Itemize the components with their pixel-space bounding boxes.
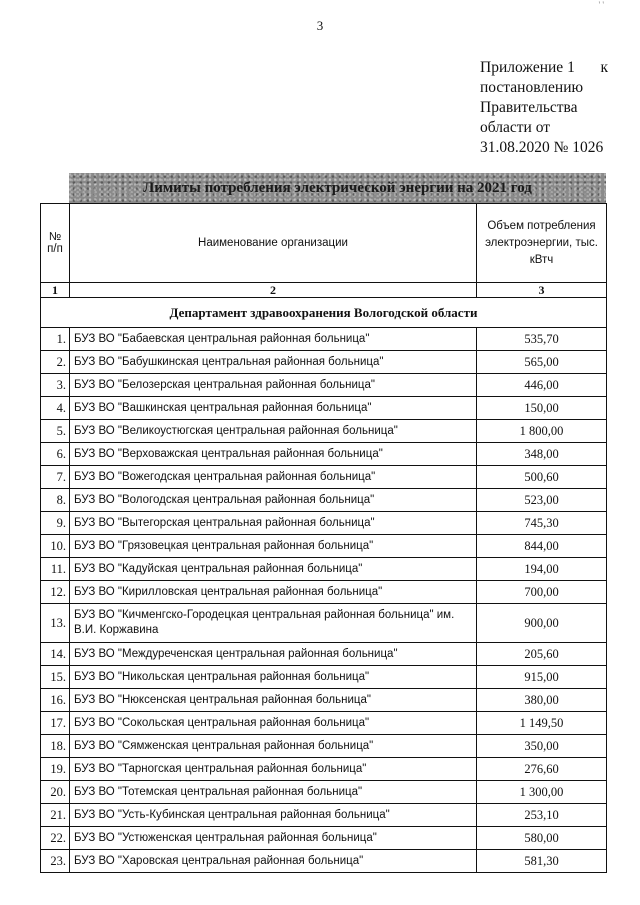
row-number: 21. <box>41 804 70 827</box>
page-number: 3 <box>316 18 324 33</box>
header-volume: Объем потребления электроэнергии, тыс. кВтч <box>477 204 607 283</box>
organization-name: БУЗ ВО "Харовская центральная районная больница" <box>70 850 477 873</box>
organization-name: БУЗ ВО "Вожегодская центральная районная больница" <box>70 466 477 489</box>
row-number: 18. <box>41 735 70 758</box>
appendix-line-3: Правительства <box>480 99 578 116</box>
row-number: 11. <box>41 558 70 581</box>
organization-name: БУЗ ВО "Кичменгско-Городецкая центральная районная больница" им. В.И. Коржавина <box>70 604 477 643</box>
consumption-value: 565,00 <box>477 351 607 374</box>
consumption-value: 194,00 <box>477 558 607 581</box>
table-row <box>41 712 607 735</box>
consumption-value: 580,00 <box>477 827 607 850</box>
table-row <box>41 535 607 558</box>
table-title: Лимиты потребления электрической энергии на 2021 год <box>143 179 532 196</box>
consumption-value: 523,00 <box>477 489 607 512</box>
consumption-value: 350,00 <box>477 735 607 758</box>
table-header-row <box>41 204 607 283</box>
appendix-preposition: к <box>600 59 608 76</box>
table-row <box>41 328 607 351</box>
appendix-line-4: области от <box>480 119 551 136</box>
table-row <box>41 827 607 850</box>
consumption-value: 1 300,00 <box>477 781 607 804</box>
row-number: 1. <box>41 328 70 351</box>
organization-name: БУЗ ВО "Бабушкинская центральная районная больница" <box>70 351 477 374</box>
table-row <box>41 581 607 604</box>
consumption-value: 581,30 <box>477 850 607 873</box>
header-number: № п/п <box>41 204 70 283</box>
organization-name: БУЗ ВО "Тарногская центральная районная больница" <box>70 758 477 781</box>
row-number: 7. <box>41 466 70 489</box>
organization-name: БУЗ ВО "Никольская центральная районная больница" <box>70 666 477 689</box>
appendix-line-5: 31.08.2020 № 1026 <box>480 139 604 156</box>
appendix-reference <box>480 58 608 158</box>
organization-name: БУЗ ВО "Устюженская центральная районная больница" <box>70 827 477 850</box>
consumption-value: 745,30 <box>477 512 607 535</box>
row-number: 19. <box>41 758 70 781</box>
organization-name: БУЗ ВО "Сямженская центральная районная больница" <box>70 735 477 758</box>
row-number: 9. <box>41 512 70 535</box>
appendix-title: Приложение 1 <box>480 59 575 76</box>
table-row <box>41 666 607 689</box>
table-title-banner <box>69 173 606 203</box>
column-index: 2 <box>70 283 477 298</box>
department-name: Департамент здравоохранения Вологодской области <box>41 298 607 328</box>
organization-name: БУЗ ВО "Великоустюгская центральная районная больница" <box>70 420 477 443</box>
row-number: 3. <box>41 374 70 397</box>
consumption-value: 844,00 <box>477 535 607 558</box>
organization-name: БУЗ ВО "Кадуйская центральная районная больница" <box>70 558 477 581</box>
table-row <box>41 804 607 827</box>
table-row <box>41 466 607 489</box>
organization-name: БУЗ ВО "Верховажская центральная районная больница" <box>70 443 477 466</box>
consumption-value: 446,00 <box>477 374 607 397</box>
column-index-row <box>41 283 607 298</box>
consumption-value: 380,00 <box>477 689 607 712</box>
organization-name: БУЗ ВО "Нюксенская центральная районная больница" <box>70 689 477 712</box>
organization-name: БУЗ ВО "Кирилловская центральная районная больница" <box>70 581 477 604</box>
consumption-value: 276,60 <box>477 758 607 781</box>
row-number: 20. <box>41 781 70 804</box>
consumption-value: 253,10 <box>477 804 607 827</box>
row-number: 15. <box>41 666 70 689</box>
consumption-value: 900,00 <box>477 604 607 643</box>
organization-name: БУЗ ВО "Вашкинская центральная районная больница" <box>70 397 477 420</box>
row-number: 22. <box>41 827 70 850</box>
appendix-line-2: постановлению <box>480 79 584 96</box>
row-number: 17. <box>41 712 70 735</box>
column-index: 1 <box>41 283 70 298</box>
row-number: 4. <box>41 397 70 420</box>
table-row <box>41 758 607 781</box>
table-row <box>41 420 607 443</box>
row-number: 16. <box>41 689 70 712</box>
appendix-line-1 <box>480 58 608 78</box>
consumption-value: 205,60 <box>477 643 607 666</box>
organization-name: БУЗ ВО "Тотемская центральная районная больница" <box>70 781 477 804</box>
table-row <box>41 850 607 873</box>
row-number: 8. <box>41 489 70 512</box>
consumption-value: 915,00 <box>477 666 607 689</box>
organization-name: БУЗ ВО "Грязовецкая центральная районная больница" <box>70 535 477 558</box>
consumption-value: 535,70 <box>477 328 607 351</box>
scan-artifact: ' ' <box>598 0 604 10</box>
table-row <box>41 351 607 374</box>
table-row <box>41 604 607 643</box>
table-row <box>41 489 607 512</box>
consumption-value: 150,00 <box>477 397 607 420</box>
organization-name: БУЗ ВО "Сокольская центральная районная больница" <box>70 712 477 735</box>
table-row <box>41 781 607 804</box>
consumption-value: 1 800,00 <box>477 420 607 443</box>
organization-name: БУЗ ВО "Вытегорская центральная районная больница" <box>70 512 477 535</box>
row-number: 6. <box>41 443 70 466</box>
consumption-value: 348,00 <box>477 443 607 466</box>
consumption-value: 500,60 <box>477 466 607 489</box>
row-number: 23. <box>41 850 70 873</box>
consumption-value: 700,00 <box>477 581 607 604</box>
table-row <box>41 443 607 466</box>
organization-name: БУЗ ВО "Бабаевская центральная районная больница" <box>70 328 477 351</box>
table-row <box>41 397 607 420</box>
limits-table <box>40 203 607 873</box>
table-row <box>41 735 607 758</box>
table-row <box>41 374 607 397</box>
row-number: 10. <box>41 535 70 558</box>
row-number: 5. <box>41 420 70 443</box>
organization-name: БУЗ ВО "Белозерская центральная районная больница" <box>70 374 477 397</box>
consumption-value: 1 149,50 <box>477 712 607 735</box>
table-row <box>41 689 607 712</box>
row-number: 12. <box>41 581 70 604</box>
row-number: 13. <box>41 604 70 643</box>
header-organization: Наименование организации <box>70 204 477 283</box>
organization-name: БУЗ ВО "Вологодская центральная районная больница" <box>70 489 477 512</box>
table-row <box>41 558 607 581</box>
row-number: 14. <box>41 643 70 666</box>
row-number: 2. <box>41 351 70 374</box>
organization-name: БУЗ ВО "Усть-Кубинская центральная районная больница" <box>70 804 477 827</box>
column-index: 3 <box>477 283 607 298</box>
table-row <box>41 643 607 666</box>
organization-name: БУЗ ВО "Междуреченская центральная районная больница" <box>70 643 477 666</box>
department-row <box>41 298 607 328</box>
table-row <box>41 512 607 535</box>
